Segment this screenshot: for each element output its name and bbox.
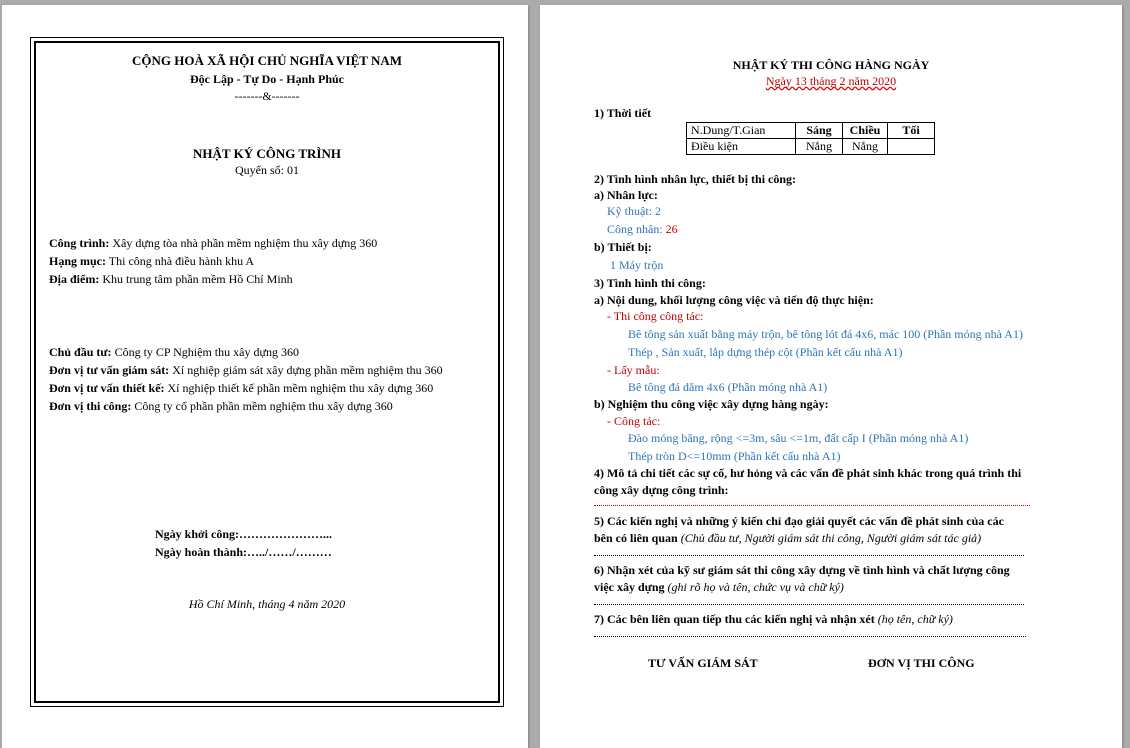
project-value: Xây dựng tòa nhà phần mềm nghiệm thu xây dựng 360 [109,236,378,250]
project-label: Công trình: [49,236,110,250]
subsection-daily-acceptance: b) Nghiệm thu công việc xây dựng hàng ngày: [594,397,829,411]
location-line [49,272,293,287]
supervisor-remarks-note: (ghi rõ họ và tên, chức vụ và chữ ký) [667,580,844,594]
weather-header-row [687,123,935,139]
section-progress: 3) Tình hình thi công: [594,276,706,290]
weather-data-row [687,139,935,155]
place-date: Hồ Chí Minh, tháng 4 năm 2020 [188,597,346,611]
work-item: Bê tông sản xuất bằng máy trộn, bê tông lót đá 4x6, mác 100 (Phần móng nhà A1) [628,327,1023,341]
signature-supervisor: TƯ VẤN GIÁM SÁT [648,656,758,670]
log-date [540,74,1122,89]
designer-line [49,381,433,396]
supervisor-label: Đơn vị tư vấn giám sát: [49,363,170,377]
national-motto: Độc Lập - Tự Do - Hạnh Phúc [189,72,344,86]
weather-header-cell: N.Dung/T.Gian [687,123,796,139]
sample-item: Bê tông đá dăm 4x6 (Phần móng nhà A1) [628,380,828,394]
weather-cell: Điều kiện [687,139,796,155]
workers-label: Công nhân: [607,222,666,236]
contractor-label: Đơn vị thi công: [49,399,132,413]
weather-header-cell: Tối [888,123,935,139]
dotted-line [594,555,1024,556]
section-weather: 1) Thời tiết [594,106,652,120]
weather-cell: Nắng [796,139,843,155]
section-acknowledgement [594,612,953,627]
recommendations-note: (Chủ đầu tư, Người giám sát thi công, Người giám sát tác giả) [680,531,982,545]
tasks-label: - Công tác: [607,414,661,428]
contractor-value: Công ty cổ phần phần mềm nghiệm thu xây dựng 360 [131,399,393,413]
construction-work-label: - Thi công công tác: [607,309,704,323]
end-date: Ngày hoàn thành:…../……/……… [155,545,332,559]
location-value: Khu trung tâm phần mềm Hồ Chí Minh [99,272,293,286]
document-title: NHẬT KÝ CÔNG TRÌNH [193,146,341,161]
recommendations-text: bên có liên quan [594,531,681,545]
daily-log-page [540,5,1122,748]
cover-page [2,5,528,748]
supervisor-remarks-text: việc xây dựng [594,580,668,594]
work-item: Thép , Sản xuất, lắp dựng thép cột (Phần kết cấu nhà A1) [628,345,903,359]
section-incidents-cont: công xây dựng công trình: [594,483,729,497]
dotted-line [594,636,1026,637]
signature-contractor: ĐƠN VỊ THI CÔNG [868,656,975,670]
national-title: CỘNG HOÀ XÃ HỘI CHỦ NGHĨA VIỆT NAM [131,53,403,68]
acknowledgement-note: (họ tên, chữ ký) [877,612,953,626]
section-resources: 2) Tình hình nhân lực, thiết bị thi công: [594,172,797,186]
item-value: Thi công nhà điều hành khu A [106,254,255,268]
weather-header-cell: Chiều [843,123,888,139]
subsection-equipment: b) Thiết bị: [594,240,652,254]
task-item: Thép tròn D<=10mm (Phần kết cấu nhà A1) [628,449,841,463]
acknowledgement-text: 7) Các bên liên quan tiếp thu các kiến nghị và nhận xét [594,612,878,626]
section-supervisor-remarks: 6) Nhận xét của kỹ sư giám sát thi công xây dựng về tình hình và chất lượng công [594,563,1010,577]
item-label: Hạng mục: [49,254,106,268]
item-line [49,254,254,269]
weather-header-cell: Sáng [796,123,843,139]
dotted-line [594,604,1024,605]
weather-cell [888,139,935,155]
workers-count: 26 [665,222,678,236]
investor-label: Chủ đầu tư: [49,345,112,359]
weather-table [686,122,935,155]
sampling-label: - Lấy mẫu: [607,363,660,377]
volume-number: Quyển số: 01 [235,163,299,177]
dotted-line [594,505,1030,506]
section-recommendations-cont [594,531,981,546]
supervisor-value: Xí nghiệp giám sát xây dựng phần mềm nghiệm thu 360 [169,363,443,377]
designer-value: Xí nghiệp thiết kế phần mềm nghiệm thu xây dựng 360 [164,381,434,395]
designer-label: Đơn vị tư vấn thiết kế: [49,381,165,395]
project-line [49,236,377,251]
equipment-item: 1 Máy trộn [610,258,664,272]
engineers-count: Kỹ thuật: 2 [607,204,661,218]
header-divider: -------&------- [234,89,300,103]
weather-cell: Nắng [843,139,888,155]
investor-line [49,345,299,360]
subsection-work-content: a) Nội dung, khối lượng công việc và tiến độ thực hiện: [594,293,874,307]
section-incidents: 4) Mô tả chi tiết các sự cố, hư hỏng và các vấn đề phát sinh khác trong quá trình thi [594,466,1022,480]
start-date: Ngày khởi công:…………………... [155,527,332,541]
contractor-line [49,399,393,414]
location-label: Địa điểm: [49,272,100,286]
task-item: Đào móng băng, rộng <=3m, sâu <=1m, đất cấp I (Phần móng nhà A1) [628,431,969,445]
subsection-manpower: a) Nhân lực: [594,188,658,202]
section-supervisor-remarks-cont [594,580,844,595]
workers-line [607,222,678,237]
supervisor-line [49,363,443,378]
daily-log-title: NHẬT KÝ THI CÔNG HÀNG NGÀY [732,58,930,72]
section-recommendations: 5) Các kiến nghị và những ý kiến chỉ đạo giải quyết các vấn đề phát sinh của các [594,514,1004,528]
investor-value: Công ty CP Nghiệm thu xây dựng 360 [111,345,299,359]
log-date-text: Ngày 13 tháng 2 năm 2020 [765,74,897,88]
